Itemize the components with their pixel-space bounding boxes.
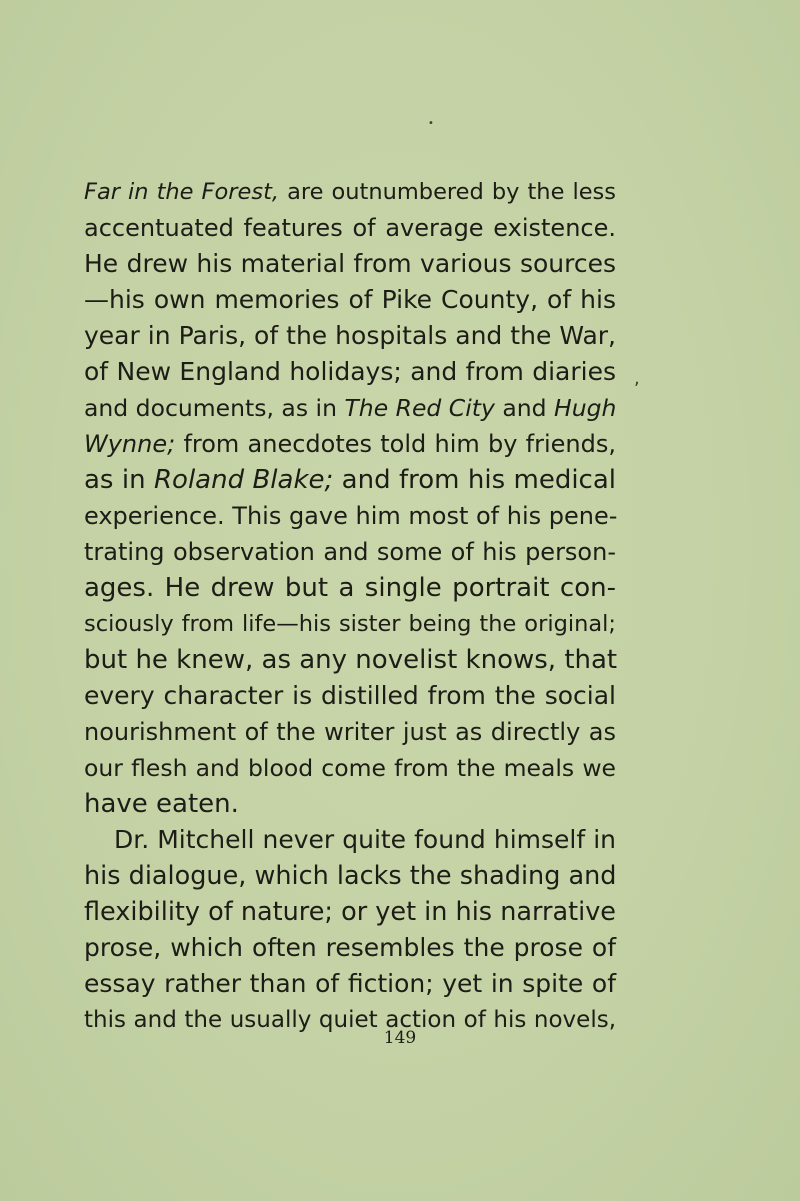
text-line-19: Dr. Mitchell never quite found himself in <box>114 825 616 854</box>
text-line-21: flexibility of nature; or yet in his narrative <box>84 897 616 927</box>
text-line-2: accentuated features of average existence. <box>84 214 616 242</box>
text-line-14: but he knew, as any novelist knows, that <box>84 645 618 675</box>
text-line-15: every character is distilled from the social <box>84 681 616 710</box>
text-line-17: our flesh and blood come from the meals we <box>84 754 616 782</box>
text-line-8: Wynne; from anecdotes told him by friends, <box>84 430 616 458</box>
page-number: 149 <box>383 1028 417 1048</box>
text-line-18: have eaten. <box>84 789 239 819</box>
text-line-5: year in Paris, of the hospitals and the War, <box>84 321 616 350</box>
stray-dot-mark: • <box>428 118 434 129</box>
text-line-13: sciously from life—his sister being the original; <box>84 611 616 637</box>
text-line-20: his dialogue, which lacks the shading and <box>84 861 617 891</box>
text-line-3: He drew his material from various sources <box>84 249 616 278</box>
text-line-12: ages. He drew but a single portrait con- <box>84 573 616 603</box>
text-line-23: essay rather than of fiction; yet in spite of <box>84 969 616 998</box>
text-line-10: experience. This gave him most of his pene- <box>84 502 618 530</box>
text-line-9: as in Roland Blake; and from his medical <box>84 465 617 495</box>
text-line-11: trating observation and some of his person- <box>84 538 616 566</box>
text-line-1: Far in the Forest, are outnumbered by the less <box>84 179 616 205</box>
text-line-6: of New England holidays; and from diaries <box>84 357 616 386</box>
stray-comma-mark: , <box>634 368 640 389</box>
text-line-24: this and the usually quiet action of his novels, <box>84 1007 616 1033</box>
text-line-4: —his own memories of Pike County, of his <box>84 285 616 314</box>
text-line-22: prose, which often resembles the prose of <box>84 933 616 962</box>
text-line-16: nourishment of the writer just as directly as <box>84 718 616 746</box>
text-line-7: and documents, as in The Red City and Hugh <box>84 394 617 422</box>
